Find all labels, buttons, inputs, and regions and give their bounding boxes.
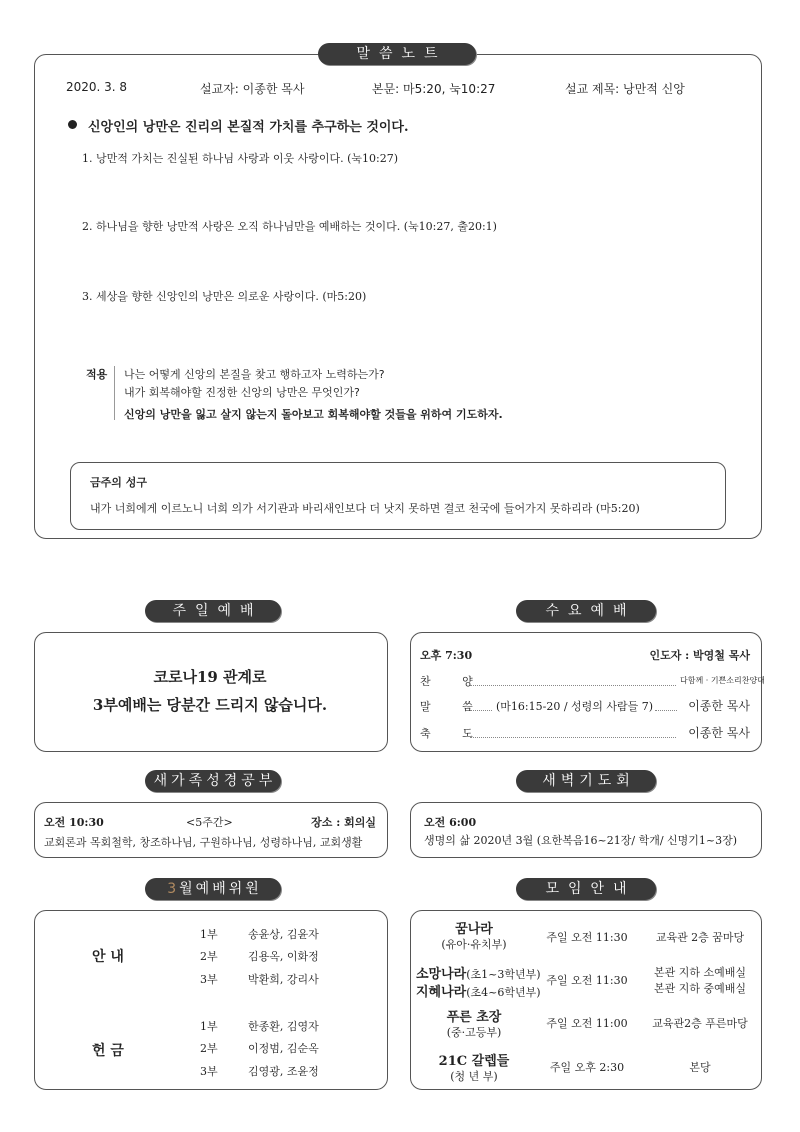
meeting-place: 교육관2층 푸른마당 [652, 1017, 748, 1030]
committee-title-text: 월예배위원 [179, 881, 262, 897]
committee-names: 김용옥, 이화정 [248, 950, 319, 963]
committee-names: 이정범, 김순옥 [248, 1042, 319, 1055]
dawn-prayer-time: 오전 6:00 [424, 816, 477, 829]
meeting-name: 21C 갈렙들 [438, 1054, 510, 1069]
sermon-scripture: 본문: 마5:20, 눅10:27 [372, 82, 496, 96]
dawn-prayer-title: 새벽기도회 [516, 770, 656, 792]
committee-part: 2부 [200, 1042, 218, 1055]
meeting-name: 꿈나라 [455, 922, 493, 937]
committee-part: 1부 [200, 928, 218, 941]
sunday-service-title: 주일예배 [145, 600, 281, 622]
committee-names: 박환희, 강리사 [248, 973, 319, 986]
new-family-time: 오전 10:30 [44, 816, 104, 829]
dotted-leader [470, 685, 676, 686]
weekly-verse-label: 금주의 성구 [90, 476, 147, 489]
committee-part: 1부 [200, 1020, 218, 1033]
dawn-prayer-desc: 생명의 삶 2020년 3월 (요한복음16~21장/ 학개/ 신명기1~3장) [424, 834, 738, 847]
sermon-preacher: 설교자: 이종한 목사 [200, 82, 305, 96]
meeting-time: 주일 오후 2:30 [549, 1061, 625, 1074]
wednesday-row-value: 다함께 · 기쁜소리찬양대 [680, 676, 765, 685]
sunday-notice-line-2: 3부예배는 당분간 드리지 않습니다. [92, 696, 328, 714]
sermon-point-2: 2. 하나님을 향한 낭만적 사랑은 오직 하나님만을 예배하는 것이다. (눅10:27, 출20:1) [82, 220, 497, 233]
wednesday-row-label: 찬 양 [420, 675, 487, 688]
new-family-weeks: <5주간> [186, 816, 233, 829]
committee-part: 2부 [200, 950, 218, 963]
meeting-name-line [416, 981, 541, 1000]
meetings-title: 모임안내 [516, 878, 656, 900]
worship-committee-title [145, 878, 281, 900]
bullet-icon [68, 120, 77, 129]
sunday-service-box [34, 632, 388, 752]
committee-names: 한종환, 김영자 [248, 1020, 319, 1033]
committee-group-label: 헌 금 [92, 1043, 124, 1059]
sermon-title: 설교 제목: 낭만적 신앙 [565, 82, 685, 96]
meeting-time: 주일 오전 11:30 [546, 974, 628, 987]
apply-line-1: 나는 어떻게 신앙의 본질을 찾고 행하고자 노력하는가? [124, 368, 385, 381]
new-family-study-title: 새가족성경공부 [145, 770, 281, 792]
committee-part: 3부 [200, 1065, 218, 1078]
committee-names: 김영광, 조윤정 [248, 1065, 319, 1078]
meeting-sub: (청 년 부) [450, 1070, 498, 1083]
apply-divider [114, 366, 115, 420]
dawn-prayer-box [410, 802, 762, 858]
weekly-verse-text: 내가 너희에게 이르노니 너희 의가 서기관과 바리새인보다 더 낫지 못하면 결코 천국에 들어가지 못하리라 (마5:20) [90, 502, 640, 515]
committee-part: 3부 [200, 973, 218, 986]
dotted-leader [470, 737, 676, 738]
meeting-sub: (초4~6학년부) [466, 986, 541, 999]
meeting-name: 푸른 초장 [446, 1010, 502, 1025]
meeting-sub: (초1~3학년부) [466, 968, 541, 981]
sermon-date: 2020. 3. 8 [66, 80, 128, 94]
wednesday-leader: 인도자 : 박영철 목사 [649, 649, 750, 662]
sunday-notice-line-1: 코로나19 관계로 [153, 668, 267, 686]
sermon-point-3: 3. 세상을 향한 신앙인의 낭만은 의로운 사랑이다. (마5:20) [82, 290, 367, 303]
sermon-main-point: 신앙인의 낭만은 진리의 본질적 가치를 추구하는 것이다. [88, 120, 409, 135]
apply-line-2: 내가 회복해야할 진정한 신앙의 낭만은 무엇인가? [124, 386, 360, 399]
meeting-place: 본관 지하 중예배실 [653, 982, 746, 995]
committee-month: 3 [167, 881, 180, 897]
meeting-place: 교육관 2층 꿈마당 [655, 931, 745, 944]
apply-label: 적용 [86, 368, 108, 381]
new-family-place: 장소 : 회의실 [311, 816, 376, 829]
meeting-time: 주일 오전 11:30 [546, 931, 628, 944]
meeting-sub: (유아·유치부) [441, 938, 507, 951]
wednesday-row-label: 축 도 [420, 727, 487, 740]
wednesday-row-value: 이종한 목사 [688, 699, 750, 713]
meeting-name: 소망나라 [416, 967, 467, 982]
meeting-name-line [416, 963, 541, 982]
sermon-note-title: 말씀노트 [318, 43, 476, 65]
committee-group-label: 안 내 [92, 949, 124, 965]
committee-names: 송윤상, 김윤자 [248, 928, 319, 941]
meeting-name: 지혜나라 [416, 985, 467, 1000]
meeting-place: 본당 [689, 1061, 711, 1074]
wednesday-service-title: 수요예배 [516, 600, 656, 622]
wednesday-row-value: 이종한 목사 [688, 726, 750, 740]
weekly-verse-box [70, 462, 726, 530]
wednesday-row-label: 말 씀 [420, 700, 487, 713]
dotted-leader [470, 710, 492, 711]
wednesday-row-middle: (마16:15-20 / 성령의 사람들 7) [496, 700, 654, 713]
apply-line-3: 신앙의 낭만을 잃고 살지 않는지 돌아보고 회복해야할 것들을 위하여 기도하자. [124, 408, 503, 421]
wednesday-time: 오후 7:30 [420, 649, 473, 662]
meeting-sub: (중·고등부) [446, 1026, 502, 1039]
sermon-point-1: 1. 낭만적 가치는 진실된 하나님 사랑과 이웃 사랑이다. (눅10:27) [82, 152, 399, 165]
meeting-place: 본관 지하 소예배실 [653, 966, 746, 979]
new-family-topics: 교회론과 목회철학, 창조하나님, 구원하나님, 성령하나님, 교회생활 [44, 836, 363, 849]
meeting-time: 주일 오전 11:00 [546, 1017, 628, 1030]
